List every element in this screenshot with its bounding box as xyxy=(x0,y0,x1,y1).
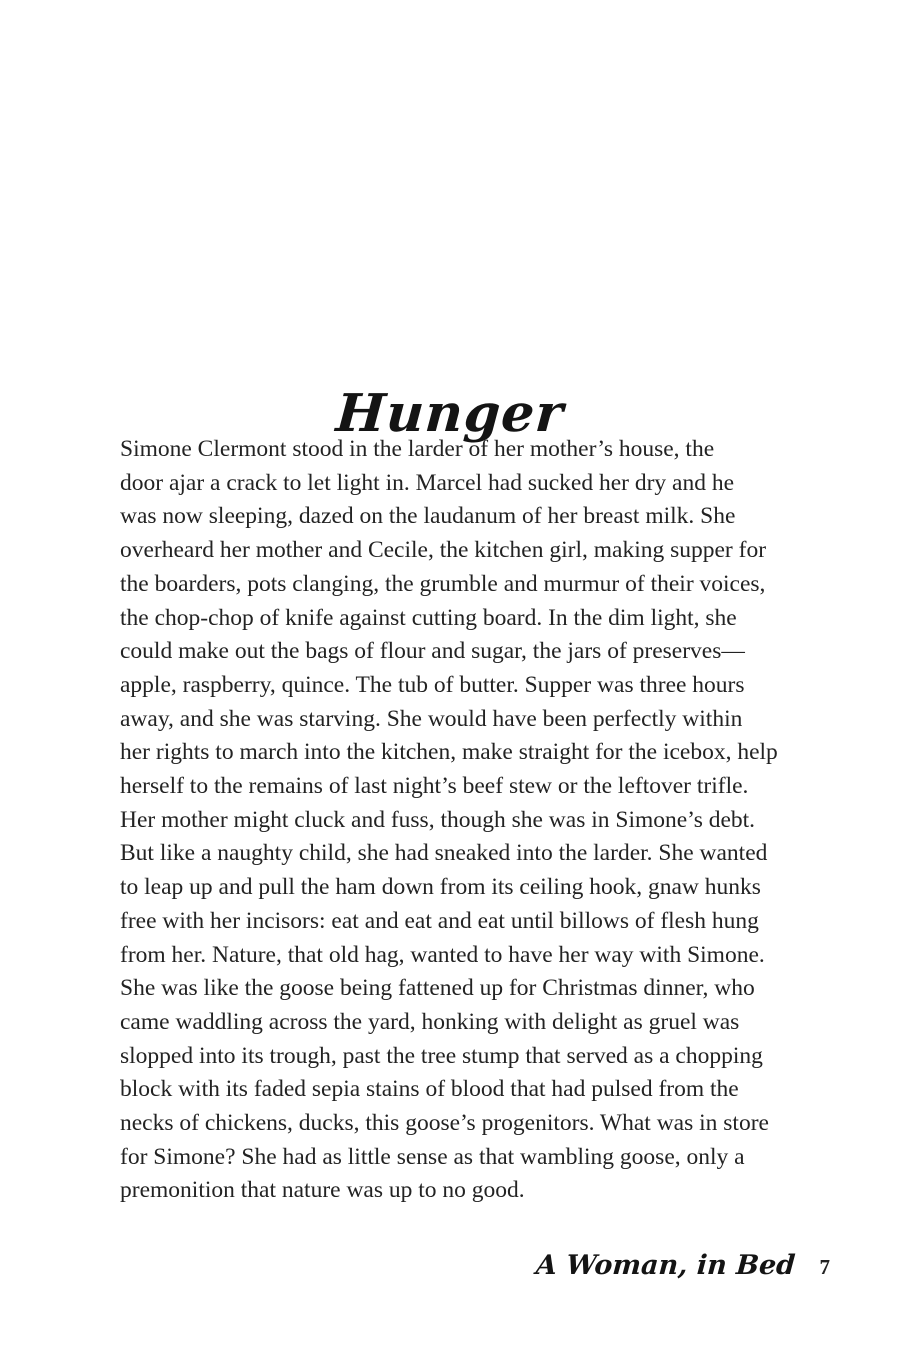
running-title: A Woman, in Bed xyxy=(535,1250,797,1281)
body-line: free with her incisors: eat and eat and eat until billows of flesh hung xyxy=(120,907,759,934)
body-line: overheard her mother and Cecile, the kitchen girl, making supper for xyxy=(120,537,767,564)
body-line: block with its faded sepia stains of blood that had pulsed from the xyxy=(120,1076,739,1103)
body-line: But like a naughty child, she had sneaked into the larder. She wanted xyxy=(120,840,768,867)
body-line: necks of chickens, ducks, this goose’s progenitors. What was in store xyxy=(120,1110,769,1137)
body-line: Her mother might cluck and fuss, though she was in Simone’s debt. xyxy=(120,806,756,833)
body-line: door ajar a crack to let light in. Marcel had sucked her dry and he xyxy=(120,469,735,496)
body-line: was now sleeping, dazed on the laudanum of her breast milk. She xyxy=(120,503,736,530)
chapter-title: Hunger xyxy=(334,382,566,444)
body-line: her rights to march into the kitchen, make straight for the icebox, help xyxy=(120,739,778,766)
page-number: 7 xyxy=(819,1255,830,1279)
body-line: could make out the bags of flour and sugar, the jars of preserves— xyxy=(120,638,745,665)
body-text xyxy=(120,433,792,1208)
body-line: apple, raspberry, quince. The tub of butter. Supper was three hours xyxy=(120,671,745,698)
body-line: Simone Clermont stood in the larder of her mother’s house, the xyxy=(120,436,715,462)
body-line: for Simone? She had as little sense as that wambling goose, only a xyxy=(120,1143,745,1170)
body-line: from her. Nature, that old hag, wanted to have her way with Simone. xyxy=(120,941,765,968)
body-line: herself to the remains of last night’s beef stew or the leftover trifle. xyxy=(120,773,749,800)
body-line: She was like the goose being fattened up for Christmas dinner, who xyxy=(120,975,755,1002)
body-line: the chop-chop of knife against cutting board. In the dim light, she xyxy=(120,604,737,631)
body-line: to leap up and pull the ham down from its ceiling hook, gnaw hunks xyxy=(120,874,761,901)
body-line: came waddling across the yard, honking with delight as gruel was xyxy=(120,1008,740,1035)
page-footer xyxy=(536,1250,830,1281)
body-line: slopped into its trough, past the tree stump that served as a chopping xyxy=(120,1042,763,1069)
body-line: the boarders, pots clanging, the grumble and murmur of their voices, xyxy=(120,570,766,597)
body-line: premonition that nature was up to no good. xyxy=(120,1177,525,1204)
body-line: away, and she was starving. She would have been perfectly within xyxy=(120,705,743,732)
